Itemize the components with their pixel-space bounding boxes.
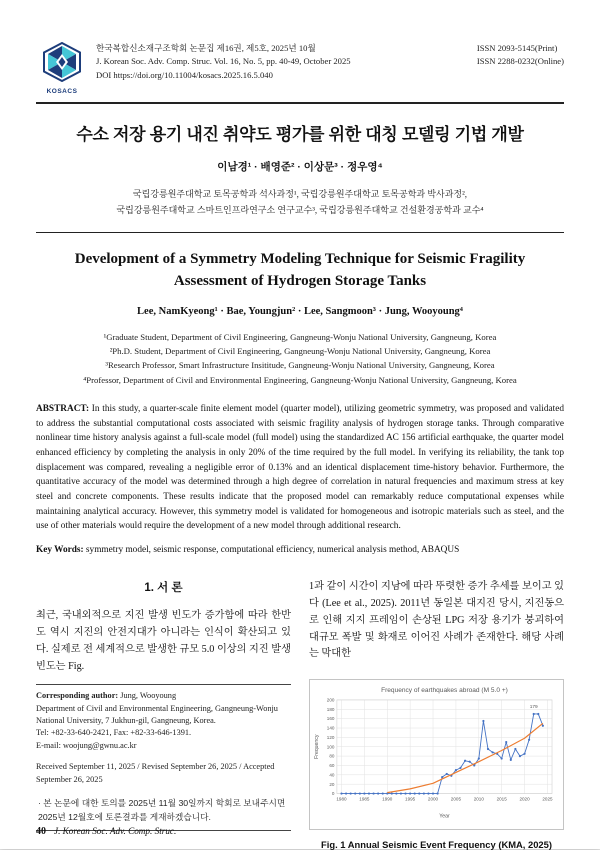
figure-1-caption: Fig. 1 Annual Seismic Event Frequency (KMA, 2025) [321, 838, 552, 850]
english-title [36, 248, 564, 293]
figure-1-chart-box [309, 679, 564, 829]
svg-text:120: 120 [326, 735, 335, 741]
corresponding-author-footnote [36, 684, 291, 831]
english-affiliation-1: ¹Graduate Student, Department of Civil Engineering, Gangneung-Wonju National University, Gangneung, Korea [103, 331, 497, 342]
svg-text:100: 100 [326, 744, 335, 750]
footer-journal-name: J. Korean Soc. Adv. Comp. Struc. [54, 826, 177, 836]
section-1-heading: 1. 서 론 [144, 582, 183, 595]
english-authors: Lee, NamKyeong¹ · Bae, Youngjun² · Lee, Sangmoon³ · Jung, Wooyoung⁴ [137, 305, 463, 317]
korean-affiliations [36, 187, 564, 219]
svg-text:40: 40 [329, 772, 335, 778]
footnote-spacer [36, 752, 291, 761]
abstract-label: ABSTRACT: [36, 403, 90, 414]
svg-text:Frequency: Frequency [313, 734, 320, 760]
issn-print: ISSN 2093-5145(Print) [476, 43, 558, 53]
keywords-label: Key Words: [36, 545, 84, 556]
keywords-text: symmetry model, seismic response, computational efficiency, numerical analysis method, ABAQUS [83, 545, 460, 556]
doi-link[interactable]: DOI https://doi.org/10.11004/kosacs.2025.16.5.040 [96, 69, 273, 80]
svg-text:140: 140 [326, 725, 335, 731]
english-affiliation-4: ⁴Professor, Department of Civil and Environmental Engineering, Gangneung-Wonju National University, Gangneung, Korea [83, 374, 517, 385]
corresponding-author-telfax: Tel: +82-33-640-2421, Fax: +82-33-646-1391. [36, 728, 192, 738]
earthquake-frequency-chart [312, 683, 561, 820]
svg-text:160: 160 [326, 716, 335, 722]
svg-text:1985: 1985 [359, 796, 370, 802]
kosacs-logo-text: KOSACS [46, 88, 78, 95]
svg-text:200: 200 [326, 697, 335, 703]
section-1-paragraph-right: 1과 같이 시간이 지남에 따라 뚜렷한 증가 추세를 보이고 있다 (Lee et al., 2025). 2011년 동일본 대지진 당시, 지진동으로 인해 지지 프레임이 손상된 LPG 저장 용기가 붕괴하여 대규모 폭발 및 화재로 이어진 사례가 존재한다. 해당 사례는 막대한 [309, 581, 564, 660]
svg-text:2020: 2020 [519, 796, 530, 802]
corresponding-author-address: Department of Civil and Environmental Engineering, Gangneung-Wonju National University, 7 Jukhun-gil, Gangneung, Korea. [36, 703, 278, 725]
svg-text:2015: 2015 [496, 796, 507, 802]
svg-text:2005: 2005 [450, 796, 462, 802]
corresponding-author-email[interactable]: E-mail: woojung@gwnu.ac.kr [36, 740, 137, 750]
left-column [36, 579, 291, 831]
svg-text:80: 80 [329, 753, 335, 759]
svg-text:Frequency of earthquakes abroa: Frequency of earthquakes abroad (M 5.0 +) [381, 687, 508, 695]
corresponding-author-label: Corresponding author: [36, 691, 119, 701]
keywords [36, 545, 564, 555]
corresponding-author-line [36, 690, 291, 702]
svg-text:180: 180 [326, 707, 335, 713]
abstract [36, 402, 564, 534]
journal-header [36, 42, 564, 104]
right-column [309, 579, 564, 850]
svg-text:1980: 1980 [336, 796, 347, 802]
svg-text:60: 60 [329, 763, 335, 769]
discussion-note: · 본 논문에 대한 토의를 2025년 11월 30일까지 학회로 보내주시면 2025년 12월호에 토론결과를 게재하겠습니다. [36, 795, 291, 831]
kosacs-logo-icon [40, 42, 84, 82]
svg-text:2025: 2025 [542, 796, 553, 802]
english-affiliations [36, 330, 564, 387]
footnote-spacer [36, 786, 291, 795]
english-affiliation-3: ³Research Professor, Smart Infrastructure Insititude, Gangneung-Wonju National University, Gangneung, Korea [105, 360, 495, 371]
corresponding-author-name: Jung, Wooyoung [118, 691, 177, 701]
issn-block [477, 42, 564, 69]
english-title-line1: Development of a Symmetry Modeling Technique for Seismic Fragility [74, 250, 526, 267]
journal-name-kr: 한국복합신소재구조학회 논문집 제16권, 제5호, 2025년 10월 [96, 43, 316, 53]
section-1-paragraph-left: 최근, 국내외적으로 지진 발생 빈도가 증가함에 따라 한반도 역시 지진의 안전지대가 아니라는 인식이 확산되고 있다. 실제로 전 세계적으로 발생한 규모 5.0 이상의 지진 발생 빈도는 Fig. [36, 610, 291, 672]
svg-text:1995: 1995 [405, 796, 416, 802]
received-revised-accepted: Received September 11, 2025 / Revised September 26, 2025 / Accepted September 26, 2025 [36, 762, 275, 784]
body-columns [36, 579, 564, 850]
korean-affiliation-1: 국립강릉원주대학교 토목공학과 석사과정¹, 국립강릉원주대학교 토목공학과 박사과정², [132, 189, 468, 199]
journal-name-en: J. Korean Soc. Adv. Comp. Struc. Vol. 16, No. 5, pp. 40-49, October 2025 [96, 56, 351, 67]
page-number: 40 [36, 826, 46, 837]
svg-text:Year: Year [439, 813, 450, 820]
svg-text:1990: 1990 [382, 796, 393, 802]
svg-text:2000: 2000 [427, 796, 439, 802]
svg-text:20: 20 [329, 782, 335, 788]
korean-authors: 이남경¹ · 배영준² · 이상문³ · 정우영⁴ [217, 161, 383, 173]
kosacs-logo [36, 42, 88, 95]
svg-text:179: 179 [529, 705, 538, 711]
page-footer [36, 826, 176, 837]
korean-title: 수소 저장 용기 내진 취약도 평가를 위한 대칭 모델링 기법 개발 [76, 125, 524, 144]
svg-text:0: 0 [331, 791, 335, 797]
issn-online: ISSN 2288-0232(Online) [476, 56, 564, 67]
divider-rule [36, 232, 564, 233]
english-title-line2: Assessment of Hydrogen Storage Tanks [173, 273, 427, 289]
svg-text:2010: 2010 [473, 796, 484, 802]
journal-info [88, 42, 477, 82]
english-affiliation-2: ²Ph.D. Student, Department of Civil Engineering, Gangneung-Wonju National University, Gangneung, Korea [109, 345, 491, 356]
abstract-text: In this study, a quarter-scale finite element model (quarter model), utilizing geometric symmetry, was proposed and validated to address the substantial computational costs associated with seismic fragility analysis of hydrogen storage tanks. Through comparative nonlinear time history analysis against a full-scale model (full model) using the standardized AC 156 artificial earthquake, the quarter model enhanced efficiency by completing the analysis in only 20% of the time required by the full model. In verifying its reliability, the tank top displacement was compared, revealing a negligible error of 0.13% and an identical displacement time-history behavior. Furthermore, the quantitative accuracy of the model was determined through a high degree of correlation in natural frequencies and maximum stress at key steel and concrete components. These results indicate that the proposed model can remarkably reduce computational expenses while maintaining analytical accuracy. However, this symmetry model is validated for homogeneous and isotropic materials such as steel, and the use of other materials would require the development of a new model through additional research. [36, 403, 564, 532]
korean-affiliation-2: 국립강릉원주대학교 스마트인프라연구소 연구교수³, 국립강릉원주대학교 건설환경공학과 교수⁴ [116, 204, 484, 215]
